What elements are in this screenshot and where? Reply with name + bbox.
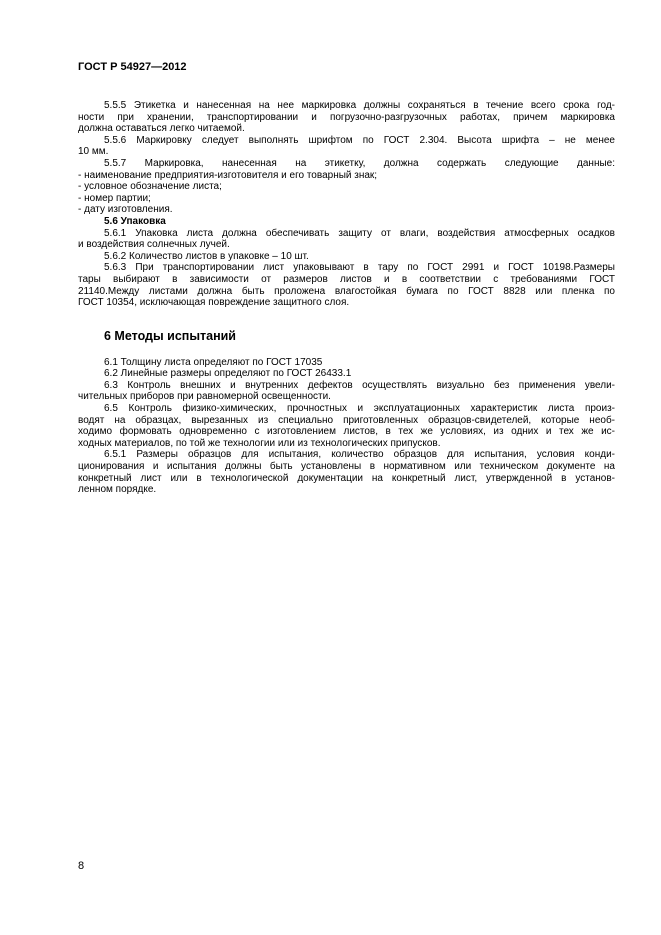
text-line: конкретный лист или в технологической документации на конкретный лист, утвержденной в установ- — [78, 472, 615, 484]
text-line: тары выбирают в зависимости от размеров листов и в соответствии с требованиями ГОСТ — [78, 273, 615, 285]
paragraph-5-6-1 — [78, 228, 615, 251]
text-line: ленном порядке. — [78, 484, 157, 496]
text-line: ционирования и испытания должны быть установлены в нормативном или техническом документе на — [78, 461, 615, 473]
text-line: 5.6.3 При транспортировании лист упаковывают в тару по ГОСТ 2991 и ГОСТ 10198.Размеры — [104, 262, 615, 274]
subsection-heading-5-6: 5.6 Упаковка — [104, 215, 166, 227]
text-line: 10 мм. — [78, 146, 109, 158]
list-item: - наименование предприятия-изготовителя и его товарный знак; — [78, 169, 378, 181]
list-item: - условное обозначение листа; — [78, 181, 222, 193]
text-line: ности при хранении, транспортировании и погрузочно-разгрузочных работах, причем маркировка — [78, 111, 615, 123]
paragraph-6-2: 6.2 Линейные размеры определяют по ГОСТ 26433.1 — [104, 368, 352, 380]
text-line: и воздействия солнечных лучей. — [78, 239, 230, 251]
text-line: 5.6.1 Упаковка листа должна обеспечивать защиту от влаги, воздействия атмосферных осадков — [104, 227, 615, 239]
text-line: чительных приборов при равномерной освещенности. — [78, 391, 331, 403]
text-line: 5.5.5 Этикетка и нанесенная на нее маркировка должны сохраняться в течение всего срока год- — [104, 100, 615, 111]
paragraph-6-5 — [78, 403, 615, 449]
text-line: 6.5 Контроль физико-химических, прочностных и эксплуатационных характеристик листа произ- — [104, 403, 615, 415]
list-item: - дату изготовления. — [78, 204, 173, 216]
text-line: ГОСТ 10354, исключающая повреждение защитного слоя. — [78, 297, 350, 309]
text-line: ходимо формовать одновременно с изготовлением листов, в тех же условиях, из одних и тех же ис- — [78, 426, 615, 438]
document-header: ГОСТ Р 54927—2012 — [78, 61, 187, 73]
section-heading-6: 6 Методы испытаний — [104, 328, 236, 343]
document-body — [78, 100, 615, 496]
list-item: - номер партии; — [78, 192, 151, 204]
text-line: 6.3 Контроль внешних и внутренних дефектов осуществлять визуально без применения увели- — [104, 379, 615, 391]
paragraph-5-5-7 — [78, 158, 615, 216]
paragraph-5-5-5 — [78, 100, 615, 135]
page-number: 8 — [78, 860, 85, 872]
paragraph-5-6-3 — [78, 262, 615, 308]
text-line: должна оставаться легко читаемой. — [78, 123, 245, 135]
paragraph-6-1: 6.1 Толщину листа определяют по ГОСТ 17035 — [104, 356, 323, 368]
text-line: 5.5.6 Маркировку следует выполнять шрифтом по ГОСТ 2.304. Высота шрифта – не менее — [104, 134, 615, 146]
paragraph-6-3 — [78, 380, 615, 403]
text-line: 6.5.1 Размеры образцов для испытания, количество образцов для испытания, условия конди- — [104, 449, 615, 461]
paragraph-5-6-2: 5.6.2 Количество листов в упаковке – 10 шт. — [104, 250, 309, 262]
paragraph-5-5-6 — [78, 135, 615, 158]
text-line: 5.5.7 Маркировка, нанесенная на этикетку, должна содержать следующие данные: — [104, 157, 615, 169]
text-line: водят на образцах, вырезанных из специально приготовленных образцов-свидетелей, которые необ- — [78, 414, 615, 426]
paragraph-6-5-1 — [78, 449, 615, 495]
text-line: ходных материалов, по той же технологии или из технологических припусков. — [78, 437, 441, 449]
text-line: 21140.Между листами должна быть проложена влагостойкая бумага по ГОСТ 8828 или пленка по — [78, 285, 615, 297]
